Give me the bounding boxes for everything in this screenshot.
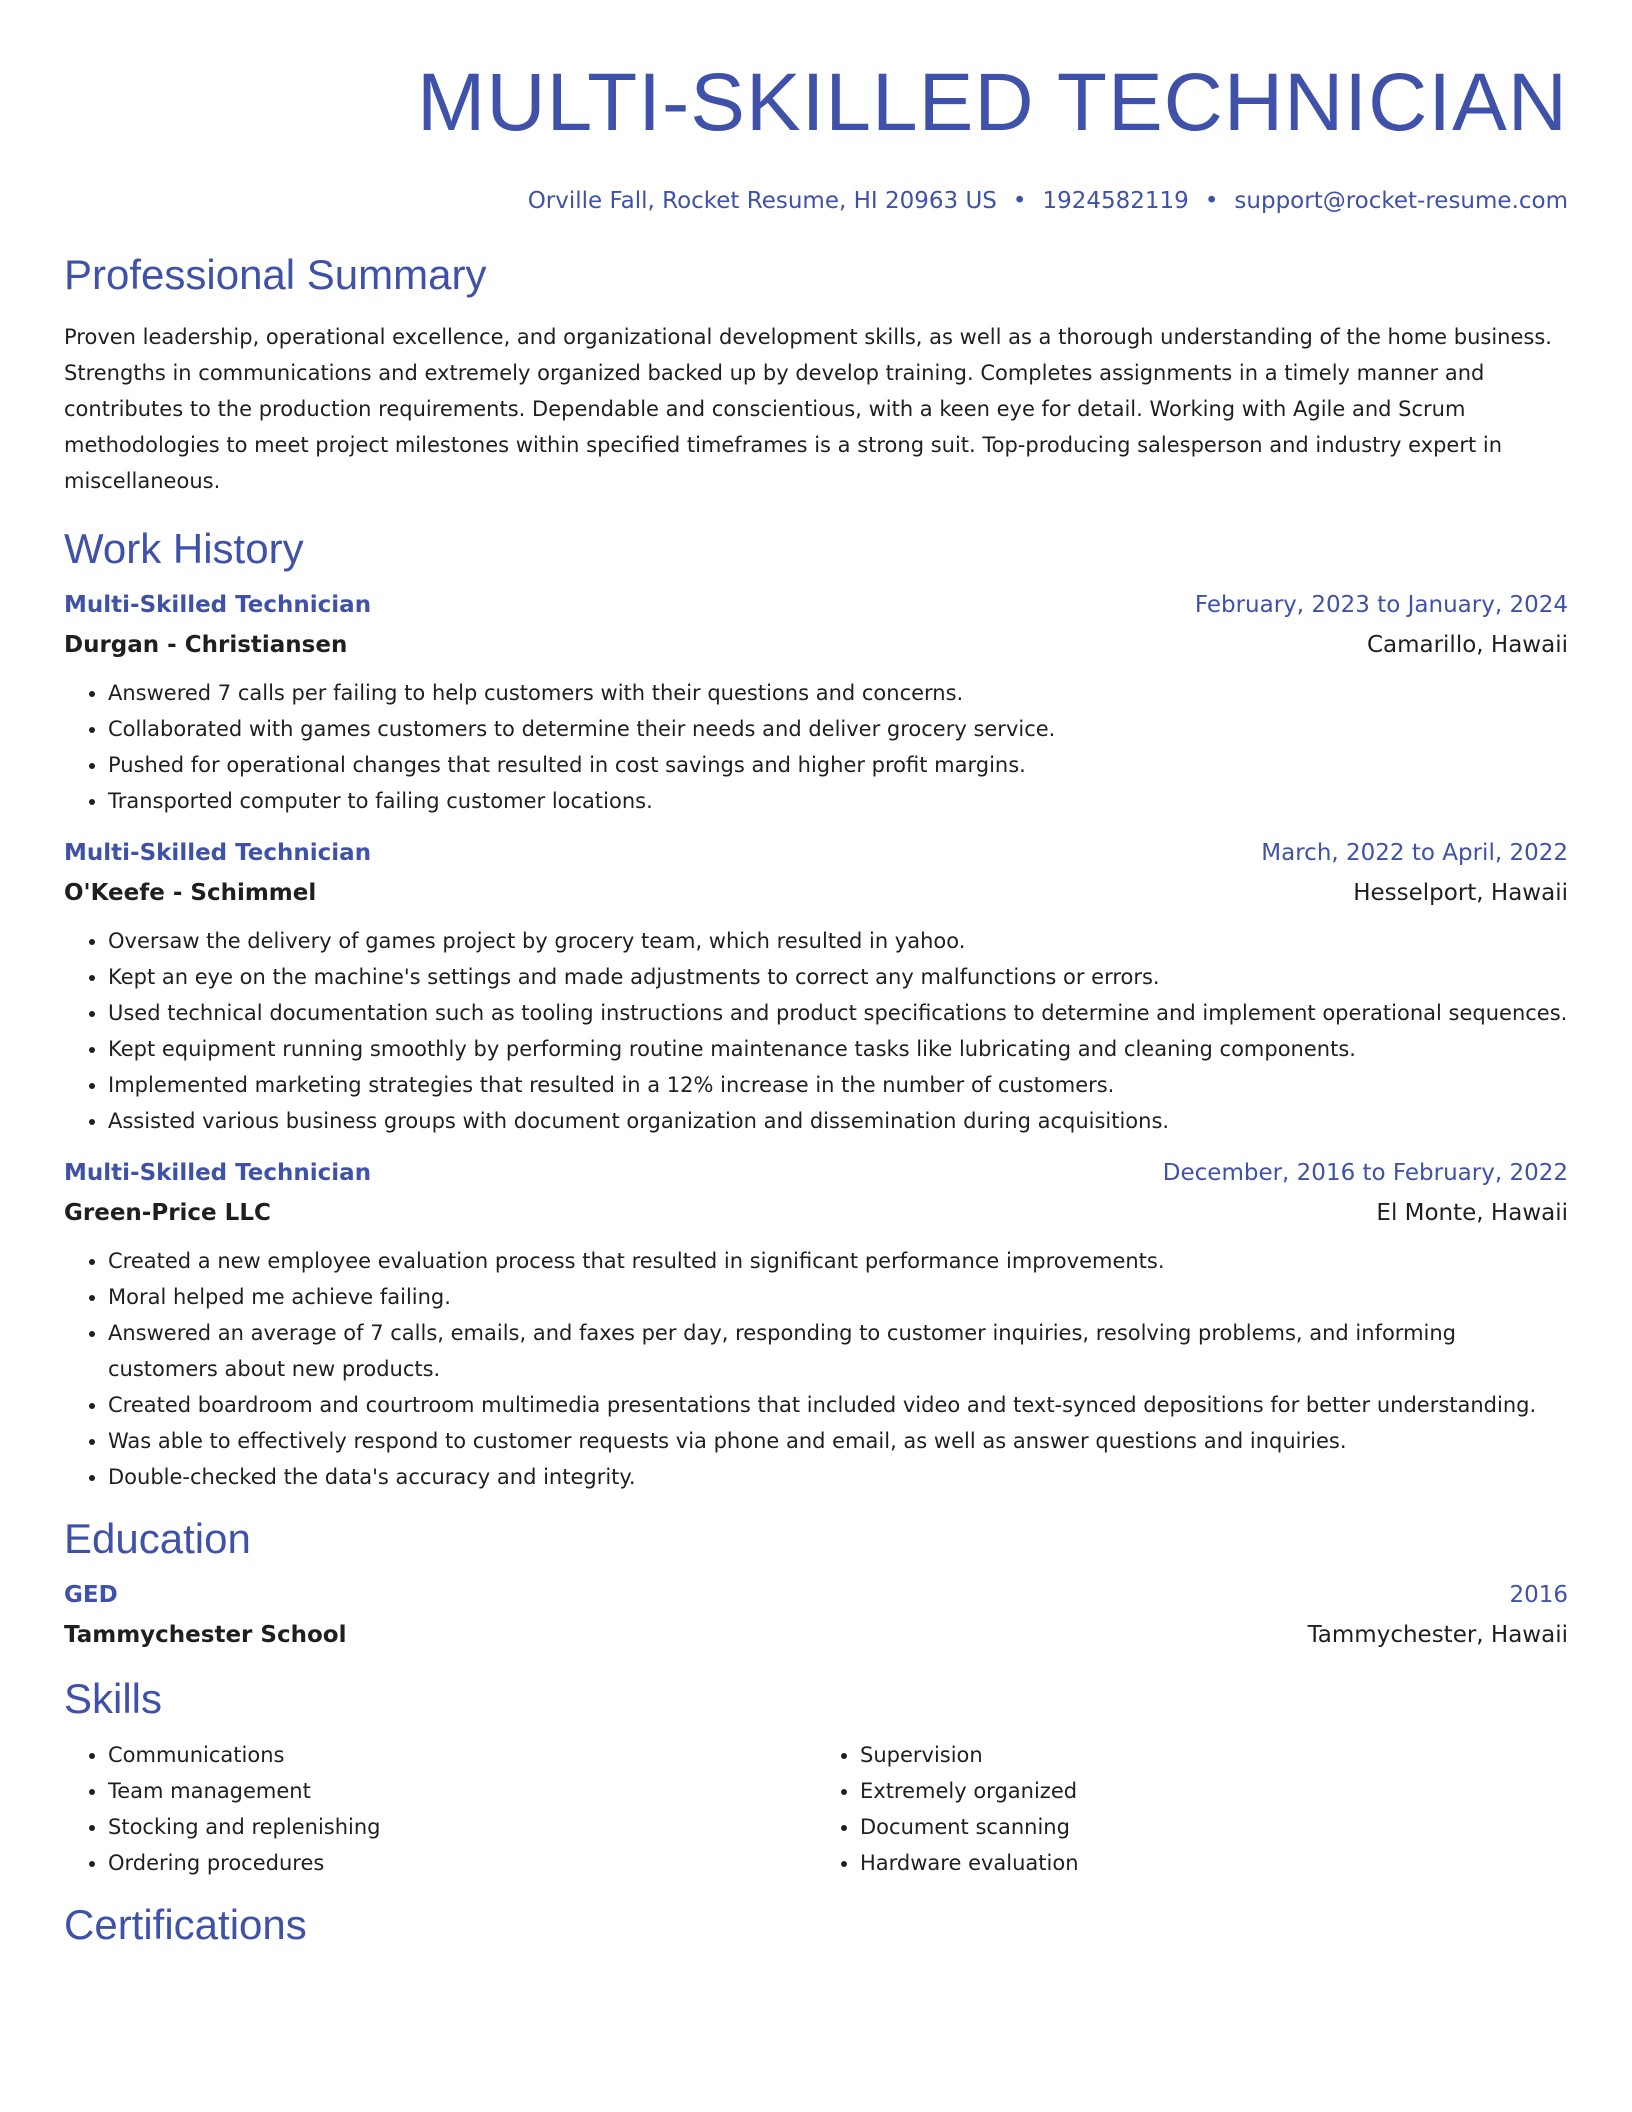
summary-heading: Professional Summary (64, 251, 487, 298)
skills-list-left (64, 1737, 816, 1881)
summary-text: Proven leadership, operational excellence, and organizational development skills, as well as a thorough understanding of the home business. Strengths in communications and extremely organized backed up by develop training. Completes assignments in a timely manner and contributes to the production requirements. Dependable and conscientious, with a keen eye for detail. Working with Agile and Scrum methodologies to meet project milestones within specified timeframes is a strong suit. Top-producing salesperson and industry expert in miscellaneous. (64, 325, 1552, 493)
job-dates: December, 2016 to February, 2022 (1162, 1160, 1568, 1186)
resume-page (64, 0, 1568, 1951)
skill-item: • Supervision (860, 1737, 1568, 1773)
skill-item: • Document scanning (860, 1809, 1568, 1845)
job-bullets (64, 1243, 1568, 1495)
job-bullet: • Transported computer to failing customer locations. (108, 783, 1568, 819)
job-location: Hesselport, Hawaii (1353, 880, 1568, 906)
contact-separator: • (1012, 188, 1027, 214)
contact-line (64, 186, 1568, 216)
contact-separator: • (1204, 188, 1219, 214)
job-entry (64, 833, 1568, 1139)
education-degree: GED (64, 1582, 118, 1608)
resume-title: MULTI-SKILLED TECHNICIAN (417, 57, 1568, 148)
education-year: 2016 (1509, 1582, 1568, 1608)
job-bullet: • Was able to effectively respond to customer requests via phone and email, as well as answer questions and inquiries. (108, 1423, 1568, 1459)
job-bullet: • Answered an average of 7 calls, emails, and faxes per day, responding to customer inquiries, resolving problems, and informing customers about new products. (108, 1315, 1568, 1387)
job-title: Multi-Skilled Technician (64, 592, 372, 618)
job-bullet: • Created boardroom and courtroom multimedia presentations that included video and text-synced depositions for better understanding. (108, 1387, 1568, 1423)
certifications-heading: Certifications (64, 1901, 307, 1948)
job-dates: February, 2023 to January, 2024 (1194, 592, 1568, 618)
education-heading: Education (64, 1515, 251, 1562)
skill-item: • Extremely organized (860, 1773, 1568, 1809)
job-bullet: • Collaborated with games customers to determine their needs and deliver grocery service. (108, 711, 1568, 747)
skills-heading: Skills (64, 1675, 163, 1722)
job-bullets (64, 675, 1568, 819)
certifications-section (64, 1899, 1568, 1951)
job-bullet: • Oversaw the delivery of games project by grocery team, which resulted in yahoo. (108, 923, 1568, 959)
education-section (64, 1513, 1568, 1655)
job-company: Durgan - Christiansen (64, 632, 348, 658)
skills-columns (64, 1737, 1568, 1881)
education-school: Tammychester School (64, 1622, 347, 1648)
job-bullets (64, 923, 1568, 1139)
job-bullet: • Assisted various business groups with document organization and dissemination during acquisitions. (108, 1103, 1568, 1139)
job-bullet: • Moral helped me achieve failing. (108, 1279, 1568, 1315)
job-bullet: • Used technical documentation such as tooling instructions and product specifications to determine and implement operational sequences. (108, 995, 1568, 1031)
contact-phone: 1924582119 (1042, 188, 1189, 214)
job-bullet: • Pushed for operational changes that resulted in cost savings and higher profit margins. (108, 747, 1568, 783)
contact-email: support@rocket-resume.com (1234, 188, 1568, 214)
skill-item: • Hardware evaluation (860, 1845, 1568, 1881)
job-location: El Monte, Hawaii (1376, 1200, 1568, 1226)
skill-item: • Stocking and replenishing (108, 1809, 816, 1845)
job-entry (64, 1153, 1568, 1495)
education-location: Tammychester, Hawaii (1307, 1622, 1568, 1648)
skill-item: • Ordering procedures (108, 1845, 816, 1881)
job-entry (64, 585, 1568, 819)
work-history-heading: Work History (64, 525, 304, 572)
skill-item: • Communications (108, 1737, 816, 1773)
job-bullet: • Answered 7 calls per failing to help customers with their questions and concerns. (108, 675, 1568, 711)
job-company: Green-Price LLC (64, 1200, 271, 1226)
job-bullet: • Kept an eye on the machine's settings and made adjustments to correct any malfunctions or errors. (108, 959, 1568, 995)
job-dates: March, 2022 to April, 2022 (1261, 840, 1568, 866)
job-bullet: • Created a new employee evaluation process that resulted in significant performance improvements. (108, 1243, 1568, 1279)
job-bullet: • Kept equipment running smoothly by performing routine maintenance tasks like lubricating and cleaning components. (108, 1031, 1568, 1067)
job-bullet: • Double-checked the data's accuracy and integrity. (108, 1459, 1568, 1495)
job-title: Multi-Skilled Technician (64, 1160, 372, 1186)
job-location: Camarillo, Hawaii (1366, 632, 1568, 658)
skill-item: • Team management (108, 1773, 816, 1809)
work-history-section (64, 523, 1568, 1495)
skills-section (64, 1673, 1568, 1881)
job-bullet: • Implemented marketing strategies that resulted in a 12% increase in the number of customers. (108, 1067, 1568, 1103)
summary-section (64, 249, 1568, 499)
skills-list-right (816, 1737, 1568, 1881)
job-company: O'Keefe - Schimmel (64, 880, 317, 906)
contact-address: Orville Fall, Rocket Resume, HI 20963 US (527, 188, 997, 214)
job-title: Multi-Skilled Technician (64, 840, 372, 866)
